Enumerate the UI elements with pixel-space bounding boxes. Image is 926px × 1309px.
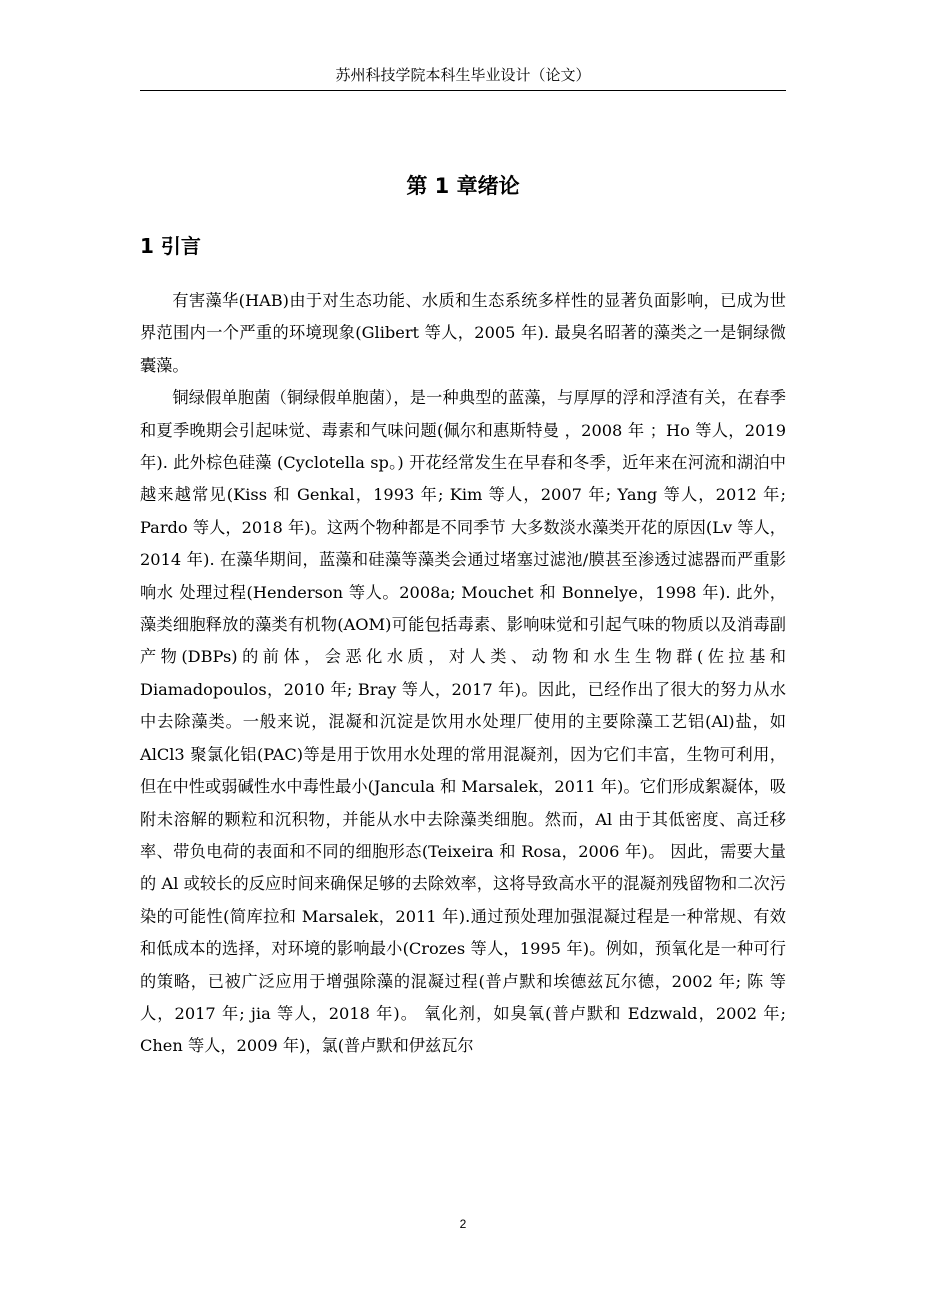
paragraph-1: 有害藻华(HAB)由于对生态功能、水质和生态系统多样性的显著负面影响，已成为世界范围内一个严重的环境现象(Glibert 等人，2005 年). 最臭名昭著的藻类之一是铜绿微囊藻。: [140, 291, 786, 375]
page-number: 2: [459, 1217, 467, 1231]
chapter-title: 第 1 章绪论: [406, 174, 520, 198]
paragraph-2: 铜绿假单胞菌（铜绿假单胞菌），是一种典型的蓝藻，与厚厚的浮和浮渣有关，在春季和夏季晚期会引起味觉、毒素和气味问题(佩尔和惠斯特曼 ，2008 年 ；Ho 等人，2019 年). 此外棕色硅藻 (Cyclotella sp。) 开花经常发生在早春和冬季，近年来在河流和湖泊中越来越常见(Kiss 和 Genkal，1993 年; Kim 等人，2007 年; Yang 等人，2012 年; Pardo 等人，2018 年)。这两个物种都是不同季节 大多数淡水藻类开花的原因(Lv 等人，2014 年). 在藻华期间，蓝藻和硅藻等藻类会通过堵塞过滤池/膜甚至渗透过滤器而严重影响水 处理过程(Henderson 等人。2008a; Mouchet 和 Bonnelye，1998 年). 此外，藻类细胞释放的藻类有机物(AOM)可能包括毒素、影响味觉和引起气味的物质以及消毒副产物(DBPs)的前体，会恶化水质，对人类、动物和水生生物群(佐拉基和 Diamadopoulos，2010 年; Bray 等人，2017 年)。因此，已经作出了很大的努力从水中去除藻类。一般来说，混凝和沉淀是饮用水处理厂使用的主要除藻工艺铝(Al)盐，如 AlCl3 聚氯化铝(PAC)等是用于饮用水处理的常用混凝剂，因为它们丰富，生物可利用，但在中性或弱碱性水中毒性最小(Jancula 和 Marsalek，2011 年)。它们形成絮凝体，吸附未溶解的颗粒和沉积物，并能从水中去除藻类细胞。然而，Al 由于其低密度、高迁移率、带负电荷的表面和不同的细胞形态(Teixeira 和 Rosa，2006 年)。 因此，需要大量的 Al 或较长的反应时间来确保足够的去除效率，这将导致高水平的混凝剂残留物和二次污染的可能性(简库拉和 Marsalek，2011 年).通过预处理加强混凝过程是一种常规、有效和低成本的选择，对环境的影响最小(Crozes 等人，1995 年)。例如，预氧化是一种可行的策略，已被广泛应用于增强除藻的混凝过程(普卢默和埃德兹瓦尔德，2002 年; 陈 等人，2017 年; jia 等人，2018 年)。 氧化剂，如臭氧(普卢默和 Edzwald，2002 年; Chen 等人，2009 年)，氯(普卢默和伊兹瓦尔: [140, 388, 786, 1056]
section-title: 1 引言: [140, 234, 201, 258]
header-rule: [140, 90, 786, 91]
body-text: [140, 285, 786, 1063]
running-header: 苏州科技学院本科生毕业设计（论文）: [335, 66, 591, 84]
